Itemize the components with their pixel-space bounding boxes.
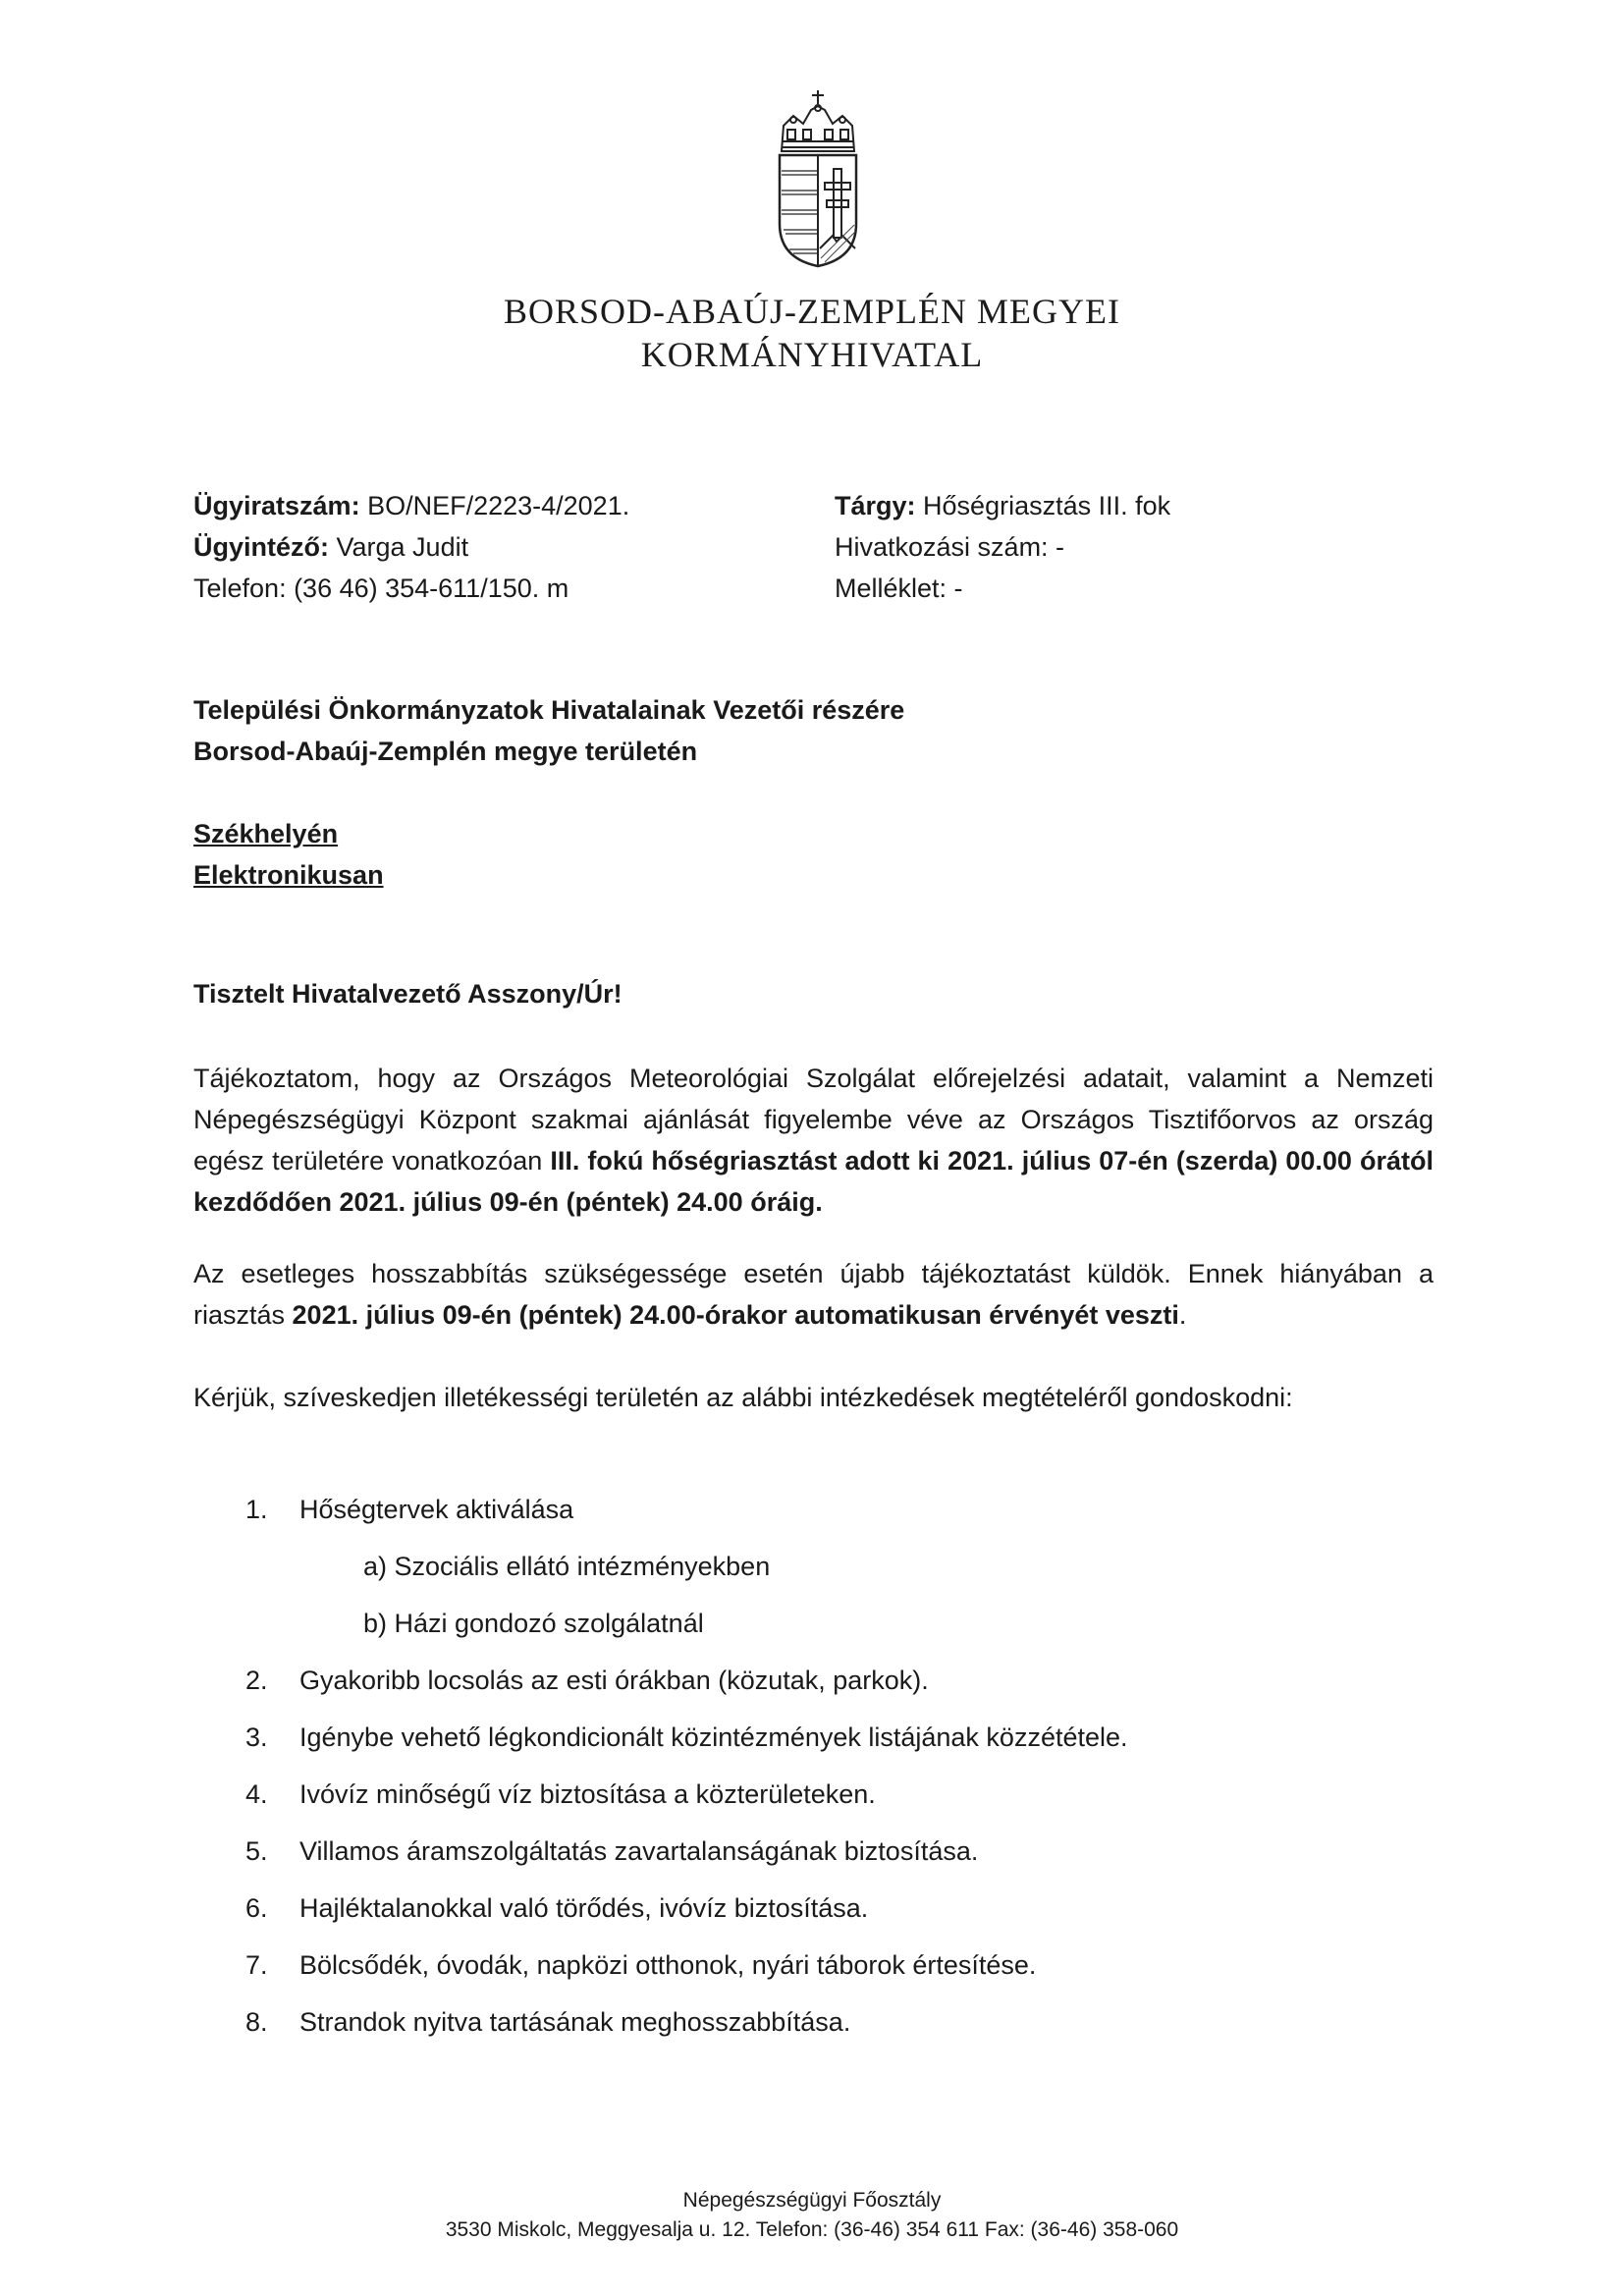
coat-of-arms-icon	[774, 86, 862, 268]
p2-end: .	[1178, 1300, 1187, 1330]
list-item-number: 3.	[245, 1722, 268, 1752]
p1-bold-text: III. fokú hőségriasztást adott ki 2021. július 07-én (szerda) 00.00 órától kezdődően 2021. július 09-én (péntek) 24.00 óráig.	[193, 1146, 1434, 1217]
p2-bold-text: 2021. július 09-én (péntek) 24.00-órakor automatikusan érvényét veszti	[292, 1300, 1179, 1330]
phone-row: Telefon: (36 46) 354-611/150. m	[193, 574, 569, 603]
body-paragraph-3: Kérjük, szíveskedjen illetékességi területén az alábbi intézkedések megtételéről gondoskodni:	[193, 1383, 1293, 1412]
greeting: Tisztelt Hivatalvezető Asszony/Úr!	[193, 979, 623, 1009]
list-item-number: 6.	[245, 1893, 268, 1923]
list-item	[245, 1495, 573, 1525]
administrator-label: Ügyintéző:	[193, 532, 329, 562]
list-item	[245, 1779, 876, 1810]
list-item-number: 4.	[245, 1779, 268, 1809]
list-item-number: 7.	[245, 1950, 268, 1980]
attachment-row: Melléklet: -	[835, 574, 963, 603]
subject-row	[835, 485, 1170, 526]
list-item-number: 5.	[245, 1836, 268, 1866]
sub-list-item: a) Szociális ellátó intézményekben	[363, 1552, 771, 1581]
case-meta-right	[835, 485, 1170, 609]
org-name-line2: KORMÁNYHIVATAL	[640, 335, 984, 374]
list-item	[245, 1836, 978, 1867]
p2-text: Az esetleges hosszabbítás szükségessége esetén újabb tájékoztatást küldök. Ennek hiányában a riasztás	[193, 1259, 1434, 1330]
list-item-text: Igénybe vehető légkondicionált közintézmények listájának közzététele.	[299, 1722, 1128, 1752]
case-meta-left	[193, 485, 629, 609]
case-number-row	[193, 485, 629, 526]
list-item	[245, 2007, 850, 2038]
list-item-text: Hajléktalanokkal való törődés, ivóvíz biztosítása.	[299, 1893, 869, 1923]
list-item	[245, 1666, 929, 1696]
list-item-number: 8.	[245, 2007, 268, 2037]
org-name-line1: BORSOD-ABAÚJ-ZEMPLÉN MEGYEI	[504, 292, 1120, 331]
p1-text: Tájékoztatom, hogy az Országos Meteorológiai Szolgálat előrejelzési adatait, valamint a Nemzeti Népegészségügyi Központ szakmai ajánlását figyelembe véve az Országos Tisztifőorvos az ország egész területére vonatkozóan	[193, 1064, 1434, 1175]
addressee-block	[193, 689, 904, 772]
subject-value: Hőségriasztás III. fok	[915, 491, 1171, 520]
list-item-text: Gyakoribb locsolás az esti órákban (közutak, parkok).	[299, 1666, 929, 1695]
list-item-number: 2.	[245, 1666, 268, 1695]
addressee-line2: Borsod-Abaúj-Zemplén megye területén	[193, 737, 698, 766]
list-item-text: Bölcsődék, óvodák, napközi otthonok, nyári táborok értesítése.	[299, 1950, 1037, 1980]
list-item-text: Strandok nyitva tartásának meghosszabbítása.	[299, 2007, 851, 2037]
list-item	[245, 1950, 1036, 1981]
footer	[0, 2186, 1624, 2245]
administrator-row	[193, 526, 629, 568]
body-paragraph-1	[193, 1058, 1434, 1223]
footer-address: 3530 Miskolc, Meggyesalja u. 12. Telefon: (36-46) 354 611 Fax: (36-46) 358-060	[445, 2218, 1179, 2241]
administrator-value: Varga Judit	[329, 532, 469, 562]
delivery-line2: Elektronikusan	[193, 860, 384, 890]
footer-department: Népegészségügyi Főosztály	[682, 2189, 942, 2212]
delivery-line1: Székhelyén	[193, 819, 339, 848]
case-number-value: BO/NEF/2223-4/2021.	[359, 491, 630, 520]
case-number-label: Ügyiratszám:	[193, 491, 360, 520]
sub-list-item: b) Házi gondozó szolgálatnál	[363, 1609, 704, 1638]
body-paragraph-2	[193, 1253, 1434, 1336]
list-item-text: Villamos áramszolgáltatás zavartalanságának biztosítása.	[299, 1836, 979, 1866]
list-item-text: Ivóvíz minőségű víz biztosítása a közterületeken.	[299, 1779, 876, 1809]
delivery-block	[193, 813, 384, 896]
subject-label: Tárgy:	[835, 491, 916, 520]
list-item-number: 1.	[245, 1495, 268, 1524]
addressee-line1: Települési Önkormányzatok Hivatalainak Vezetői részére	[193, 695, 905, 725]
list-item-text: Hőségtervek aktiválása	[299, 1495, 574, 1524]
list-item	[245, 1722, 1128, 1753]
list-item	[245, 1893, 868, 1924]
reference-row: Hivatkozási szám: -	[835, 532, 1065, 562]
